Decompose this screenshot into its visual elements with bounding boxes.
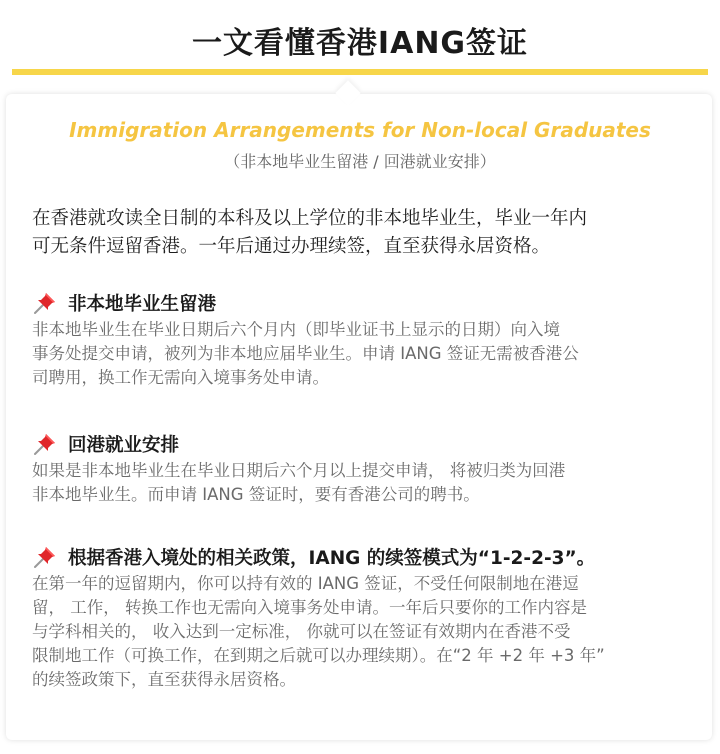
section-heading [32,544,692,570]
body-line: 与学科相关的， 收入达到一定标准， 你就可以在签证有效期内在香港不受 [32,622,571,641]
pushpin-icon [32,544,58,570]
pushpin-icon [32,290,58,316]
section-body [32,318,692,390]
intro-line: 可无条件逗留香港。一年后通过办理续签，直至获得永居资格。 [32,236,551,257]
section-heading-text: 回港就业安排 [68,435,180,456]
title-underline [12,69,708,75]
body-line: 如果是非本地毕业生在毕业日期后六个月以上提交申请， 将被归类为回港 [32,461,566,480]
body-line: 事务处提交申请，被列为非本地应届毕业生。申请 IANG 签证无需被香港公 [32,344,579,363]
body-line: 在第一年的逗留期内，你可以持有效的 IANG 签证，不受任何限制地在港逗 [32,574,579,593]
body-line: 限制地工作（可换工作，在到期之后就可以办理续期）。在“2 年 +2 年 +3 年” [32,646,605,665]
intro-paragraph [32,205,692,261]
body-line: 非本地毕业生在毕业日期后六个月内（即毕业证书上显示的日期）向入境 [32,320,560,339]
body-line: 非本地毕业生。而申请 IANG 签证时，要有香港公司的聘书。 [32,485,480,504]
english-heading: Immigration Arrangements for Non-local Graduates [69,118,651,142]
section-heading-text: 根据香港入境处的相关政策，IANG 的续签模式为“1-2-2-3”。 [68,548,596,569]
pushpin-icon [32,431,58,457]
body-line: 司聘用，换工作无需向入境事务处申请。 [32,368,329,387]
section-body [32,572,692,692]
section-heading [32,290,692,316]
section-local-stay [32,290,692,390]
page-title: 一文看懂香港IANG签证 [191,26,529,61]
body-line: 留， 工作， 转换工作也无需向入境事务处申请。一年后只要你的工作内容是 [32,598,587,617]
section-body [32,459,692,507]
section-return-employment [32,431,692,507]
section-heading-text: 非本地毕业生留港 [68,294,217,315]
section-renewal-policy [32,544,692,692]
section-heading [32,431,692,457]
intro-line: 在香港就攻读全日制的本科及以上学位的非本地毕业生，毕业一年内 [32,208,588,229]
chinese-subheading: （非本地毕业生留港 / 回港就业安排） [224,152,496,171]
body-line: 的续签政策下，直至获得永居资格。 [32,670,296,689]
